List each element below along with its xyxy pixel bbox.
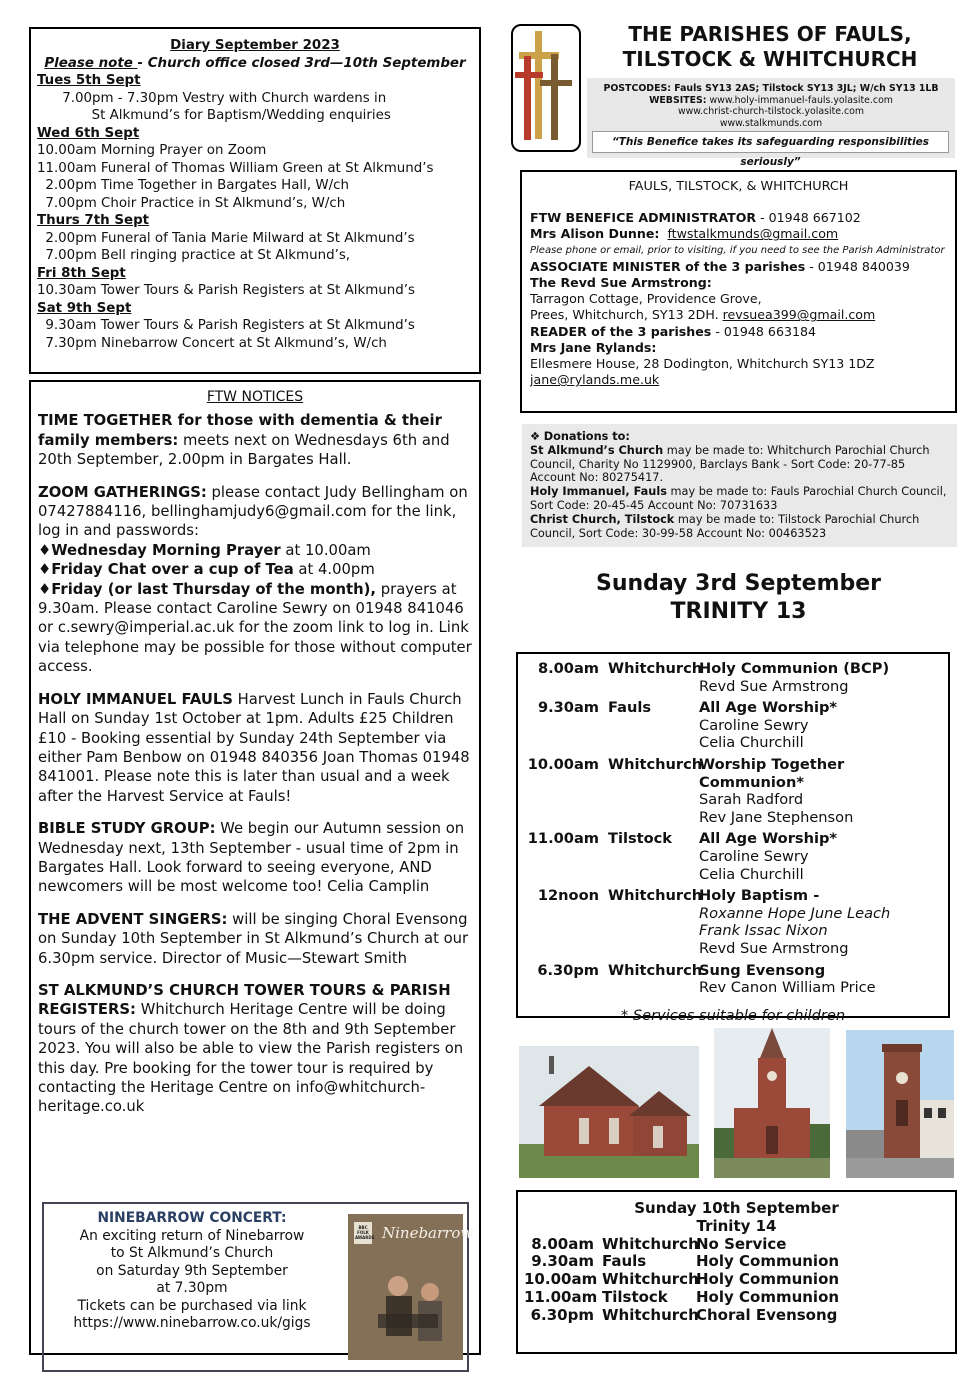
bullet-bold: Friday Chat over a cup of Tea <box>51 561 294 579</box>
tilstock-church-photo <box>714 1028 830 1178</box>
sunday-heading <box>520 570 957 626</box>
service-name: Sung Evensong <box>699 961 826 979</box>
notice-zoom <box>38 483 472 677</box>
service-person: Rev Canon William Price <box>699 979 876 997</box>
concert-line: Tickets can be purchased via link <box>77 1297 307 1314</box>
next-service-place: Tilstock <box>602 1287 668 1306</box>
next-service-time: 9.30am <box>531 1252 594 1271</box>
diary-note-text: - Church office closed 3rd—10th September <box>137 55 466 71</box>
minister-phone: - 01948 840039 <box>805 258 910 274</box>
donation-text: may be made to: Tilstock Parochial Church Council, Sort Code: 30-99-58 Account No: 00463523 <box>530 512 920 540</box>
service-place: Whitchurch <box>608 660 703 677</box>
notice-bible-study <box>38 819 472 897</box>
notice-text: meets next on Wednesdays 6th and 20th September, 2.00pm in Bargates Hall. <box>38 431 450 469</box>
service-row <box>524 756 942 826</box>
admin-name: Mrs Alison Dunne: <box>530 226 660 242</box>
contacts-title: FAULS, TILSTOCK, & WHITCHURCH <box>628 179 849 194</box>
admin-contact <box>530 226 947 242</box>
parishes-title <box>585 22 955 72</box>
donation-church: Holy Immanuel, Fauls <box>530 485 667 499</box>
admin-line <box>530 210 947 226</box>
notice-lead: THE ADVENT SINGERS: <box>38 910 228 928</box>
donations-title: Donations to: <box>543 430 630 443</box>
next-sunday-date: Sunday 10th September <box>634 1199 839 1217</box>
service-name: All Age Worship* <box>699 699 838 717</box>
diary-day-heading: Thurs 7th Sept <box>37 213 150 228</box>
diary-entry: 7.00pm Bell ringing practice at St Alkmund’s, <box>45 248 351 263</box>
concert-line: on Saturday 9th September <box>96 1262 288 1279</box>
website-link[interactable]: www.stalkmunds.com <box>719 117 823 129</box>
service-person: Caroline Sewry <box>699 847 809 865</box>
next-service-time: 6.30pm <box>530 1305 594 1324</box>
service-name: Holy Baptism - <box>699 887 820 905</box>
service-place: Whitchurch <box>608 961 703 979</box>
notice-text: please contact Judy Bellingham on 07427884116, bellinghamjudy6@gmail.com for the link, log in and passwords: <box>38 483 468 540</box>
next-sunday-services <box>524 1236 949 1325</box>
notice-advent-singers <box>38 910 472 968</box>
diary-entry: 10.30am Tower Tours & Parish Registers at St Alkmund’s <box>37 283 416 298</box>
service-person: Sarah Radford <box>699 791 804 809</box>
notice-lead: ST ALKMUND’S CHURCH TOWER TOURS & PARISH REGISTERS: <box>38 981 451 1019</box>
fleuron-icon: ❖ <box>530 430 541 443</box>
service-row <box>524 962 942 997</box>
postcodes: POSTCODES: Fauls SY13 2AS; Tilstock SY13 3JL; W/ch SY13 1LB <box>603 83 939 94</box>
notice-text: We begin our Autumn session on Wednesday next, 13th September - usual time of 2pm in Bargates Hall. Look forward to seeing everyone, AND newcomers will be most welcome too! Celia Camplin <box>38 820 465 896</box>
donation-item <box>530 444 949 485</box>
service-time: 8.00am <box>537 660 599 677</box>
donation-church: St Alkmund’s Church <box>530 443 664 457</box>
next-service-time: 11.00am <box>524 1287 598 1306</box>
notice-lead: ZOOM GATHERINGS: <box>38 483 207 501</box>
reader-line <box>530 324 947 340</box>
concert-line: to St Alkmund’s Church <box>110 1245 274 1261</box>
diary-day-heading: Wed 6th Sept <box>37 125 140 141</box>
service-time: 9.30am <box>537 699 599 717</box>
diary-entry: 11.00am Funeral of Thomas William Green at St Alkmund’s <box>37 160 434 176</box>
minister-address2 <box>530 307 947 323</box>
service-details <box>697 660 942 695</box>
bullet-text: at 4.00pm <box>293 561 375 579</box>
website-link[interactable]: www.christ-church-tilstock.yolasite.com <box>677 106 865 117</box>
next-service-place: Whitchurch <box>602 1234 699 1253</box>
notice-harvest <box>38 690 472 806</box>
notices-title: FTW NOTICES <box>206 389 304 405</box>
diary-day-heading: Sat 9th Sept <box>37 300 132 316</box>
concert-line: An exciting return of Ninebarrow <box>79 1227 305 1244</box>
service-details <box>697 756 942 826</box>
next-service-row <box>524 1236 949 1254</box>
services-list <box>524 660 942 997</box>
reader-address: Ellesmere House, 28 Dodington, Whitchurch SY13 1DZ <box>530 356 875 372</box>
admin-note: Please phone or email, prior to visiting, if you need to see the Parish Administrator <box>530 244 945 256</box>
concert-link[interactable]: https://www.ninebarrow.co.uk/gigs <box>73 1315 311 1331</box>
reader-phone: - 01948 663184 <box>711 323 817 339</box>
notice-lead: HOLY IMMANUEL FAULS <box>38 690 233 708</box>
website-link[interactable]: www.holy-immanuel-fauls.yolasite.com <box>709 94 893 106</box>
next-service-name: Holy Communion <box>696 1252 840 1271</box>
concert-text <box>52 1210 332 1333</box>
reader-email-link[interactable]: jane@rylands.me.uk <box>530 372 660 388</box>
admin-email-link[interactable]: ftwstalkmunds@gmail.com <box>667 226 839 242</box>
parish-crosses-logo <box>511 24 581 152</box>
diary-entry: 9.30am Tower Tours & Parish Registers at St Alkmund’s <box>45 318 415 333</box>
admin-phone: - 01948 667102 <box>756 210 861 226</box>
diary-day-heading: Tues 5th Sept <box>37 73 141 88</box>
concert-line: at 7.30pm <box>156 1280 228 1296</box>
admin-role: FTW BENEFICE ADMINISTRATOR <box>530 210 757 226</box>
diamond-bullet-icon: ♦ <box>38 561 52 579</box>
next-service-place: Whitchurch <box>602 1305 699 1324</box>
service-name: Worship Together Communion* <box>699 755 845 791</box>
next-service-time: 10.00am <box>524 1270 598 1289</box>
fauls-church-photo <box>519 1046 699 1178</box>
minister-email-link[interactable]: revsuea399@gmail.com <box>722 307 876 323</box>
websites-label: WEBSITES: <box>649 94 707 106</box>
services-note: * Services suitable for children <box>620 1006 846 1024</box>
notice-text: Harvest Lunch in Fauls Church Hall on Sunday 1st October at 1pm. Adults £25 Children £10 - Booking essential by Sunday 24th September via either Pam Benbow on 01948 840356 Joan Thomas 01948 841001. Please note this is later than usual and a week after the Harvest Service at Fauls! <box>38 690 470 805</box>
bullet-bold: Wednesday Morning Prayer <box>51 541 281 559</box>
service-person: Celia Churchill <box>699 865 804 883</box>
service-place: Fauls <box>608 699 652 717</box>
next-service-row <box>524 1271 949 1289</box>
next-service-place: Fauls <box>602 1252 647 1271</box>
notice-lead: BIBLE STUDY GROUP: <box>38 820 216 838</box>
service-person: Caroline Sewry <box>699 716 809 734</box>
contacts-box <box>520 170 957 413</box>
donations-panel <box>522 424 957 547</box>
donations-heading <box>530 430 949 444</box>
next-service-row <box>524 1307 949 1325</box>
notice-time-together <box>38 411 472 469</box>
service-row <box>524 660 942 695</box>
service-name: All Age Worship* <box>699 830 838 848</box>
next-service-row <box>524 1289 949 1307</box>
diary-days <box>37 72 473 352</box>
donation-text: may be made to: Fauls Parochial Church Council, Sort Code: 20-45-45 Account No: 70731633 <box>530 485 947 512</box>
notice-tower-tours <box>38 981 472 1117</box>
safeguarding-statement: “This Benefice takes its safeguarding responsibilities seriously” <box>592 131 949 153</box>
album-title: Ninebarrow <box>382 1224 474 1242</box>
donation-item <box>530 513 949 541</box>
diary-box <box>29 27 481 374</box>
minister-name: The Revd Sue Armstrong: <box>530 275 712 291</box>
concert-box <box>42 1202 474 1372</box>
service-person: Frank Issac Nixon <box>699 922 828 940</box>
service-place: Whitchurch <box>608 887 703 905</box>
service-person: Revd Sue Armstrong <box>699 939 849 957</box>
service-person: Celia Churchill <box>699 734 804 752</box>
diary-entry: 7.00pm Choir Practice in St Alkmund’s, W/ch <box>45 195 346 211</box>
notices-box <box>29 380 481 1355</box>
diary-note-prefix: Please note <box>44 55 138 71</box>
diary-entry: 2.00pm Time Together in Bargates Hall, W/ch <box>45 178 349 193</box>
service-person: Rev Jane Stephenson <box>699 808 854 826</box>
bullet-text: prayers at 9.30am. Please contact Caroline Sewry on 01948 841046 or c.sewry@imperial.ac.uk for the zoom link to log in. Link via telephone may be possible for those without computer access. <box>38 580 472 676</box>
service-details <box>697 830 942 883</box>
next-sunday-trinity: Trinity 14 <box>696 1216 777 1235</box>
diary-entry: 7.30pm Ninebarrow Concert at St Alkmund’s, W/ch <box>45 335 387 351</box>
donation-item <box>530 485 949 513</box>
next-service-place: Whitchurch <box>602 1270 699 1289</box>
next-service-name: Holy Communion <box>696 1287 840 1306</box>
diary-entry: 10.00am Morning Prayer on Zoom <box>37 143 267 158</box>
notice-lead: TIME TOGETHER for those with dementia & their family members: <box>38 412 442 449</box>
title-line: THE PARISHES OF FAULS, <box>628 22 912 46</box>
service-time: 12noon <box>537 887 599 905</box>
reader-role: READER of the 3 parishes <box>530 323 712 339</box>
diary-entry: St Alkmund’s for Baptism/Wedding enquiries <box>91 108 391 123</box>
minister-address: Tarragon Cottage, Providence Grove, <box>530 291 762 307</box>
next-service-name: Holy Communion <box>696 1270 840 1289</box>
reader-name: Mrs Jane Rylands: <box>530 339 657 355</box>
service-place: Tilstock <box>608 830 673 848</box>
bullet-bold: Friday (or last Thursday of the month), <box>51 580 377 598</box>
zoom-bullet <box>38 541 472 560</box>
diary-note <box>37 55 473 73</box>
diary-day-heading: Fri 8th Sept <box>37 265 126 281</box>
services-box <box>516 652 950 1024</box>
service-person: Roxanne Hope June Leach <box>699 904 891 922</box>
diary-title: Diary September 2023 <box>170 38 340 53</box>
service-row <box>524 699 942 752</box>
minister-line <box>530 259 947 275</box>
minister-address-text: Prees, Whitchurch, SY13 2DH. <box>530 307 723 323</box>
service-details <box>697 887 942 957</box>
service-time: 6.30pm <box>537 961 599 979</box>
minister-role: ASSOCIATE MINISTER of the 3 parishes <box>530 258 806 274</box>
notice-text: will be singing Choral Evensong on Sunday 10th September in St Alkmund’s Church at our 6.30pm service. Director of Music—Stewart Smith <box>38 910 469 967</box>
service-time: 10.00am <box>527 755 599 773</box>
sunday-trinity: TRINITY 13 <box>670 599 807 624</box>
donation-text: may be made to: Whitchurch Parochial Church Council, Charity No 1129900, Barclays Bank - Sort Code: 20-77-85 Account No: 80275417. <box>530 443 930 485</box>
next-service-time: 8.00am <box>531 1234 594 1253</box>
service-details <box>697 699 942 752</box>
next-service-name: No Service <box>696 1234 787 1253</box>
album-cover-image <box>348 1214 474 1360</box>
service-time: 11.00am <box>527 830 599 848</box>
donation-church: Christ Church, Tilstock <box>530 512 675 526</box>
service-name: Holy Communion (BCP) <box>699 660 890 677</box>
next-service-row <box>524 1253 949 1271</box>
service-row <box>524 830 942 883</box>
diary-entry: 2.00pm Funeral of Tania Marie Milward at St Alkmund’s <box>45 230 415 246</box>
bullet-text: at 10.00am <box>280 541 371 559</box>
next-service-name: Choral Evensong <box>696 1305 838 1324</box>
sunday-date: Sunday 3rd September <box>595 571 882 596</box>
service-place: Whitchurch <box>608 755 703 773</box>
diamond-bullet-icon: ♦ <box>38 541 52 559</box>
service-row <box>524 887 942 957</box>
service-person: Revd Sue Armstrong <box>699 677 849 695</box>
zoom-bullet <box>38 580 472 677</box>
notice-text: Whitchurch Heritage Centre will be doing tours of the church tower on the 8th and 9th September 2023. You will also be able to view the Parish registers on this day. Pre booking for the tower tour is required by contacting the Heritage Centre on info@whitchurch-heritage.co.uk <box>38 1001 464 1116</box>
service-details <box>697 962 942 997</box>
next-sunday-box <box>516 1190 957 1354</box>
diary-entry: 7.00pm - 7.30pm Vestry with Church wardens in <box>62 90 387 106</box>
whitchurch-church-photo <box>846 1030 954 1178</box>
zoom-bullet <box>38 560 472 579</box>
diamond-bullet-icon: ♦ <box>38 580 52 598</box>
title-line: TILSTOCK & WHITCHURCH <box>622 47 918 71</box>
concert-title: NINEBARROW CONCERT: <box>97 1210 287 1226</box>
album-badge: BBC FOLK AWARDS <box>355 1225 375 1240</box>
